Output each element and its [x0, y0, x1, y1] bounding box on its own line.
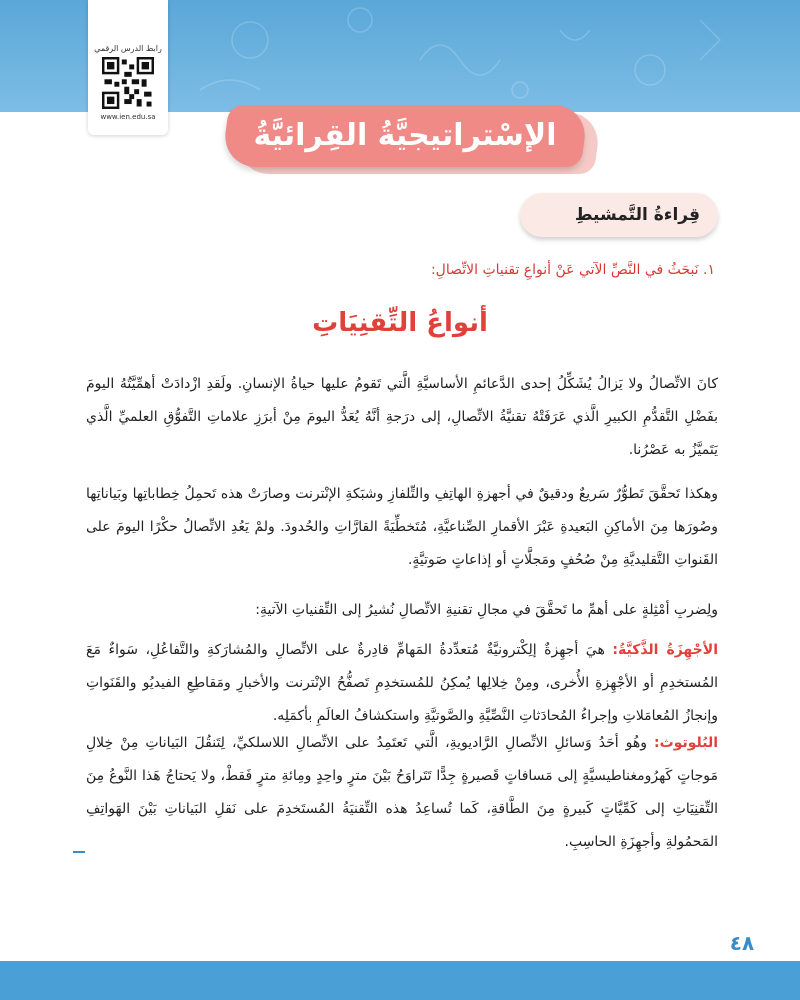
- qr-label: رابط الدرس الرقمي: [94, 44, 162, 53]
- qr-url: www.ien.edu.sa: [100, 113, 156, 121]
- qr-code-icon[interactable]: [102, 57, 154, 109]
- paragraph-3: ولِضربِ أمْثِلةٍ على أهمِّ ما تَحقَّقَ في مجالِ تقنيةِ الاتِّصالِ نُشيرُ إلى التِّقنياتِ الآتيةِ:: [255, 602, 718, 618]
- paragraph-bluetooth: [86, 727, 718, 859]
- instruction-text: ١. نَبحَثُ في النَّصِّ الآتي عَنْ أنواعِ تقنياتِ الاتِّصالِ:: [430, 262, 715, 278]
- term-bluetooth: البُلوتوث:: [654, 735, 718, 751]
- smart-devices-body: هيَ أجهِزةٌ إلِكْترونيَّةٌ مُتعدِّدةُ المَهامِّ قادِرةٌ على الاتِّصالِ والمُشارَكةِ والتَّفاعُلِ، سَواءٌ مَعَ المُستخدِمِ أو الأجْهِزةِ الأُخرى، ومِنْ خِلالِها يُمكِنُ للمُستخدِمِ تَصفُّحُ الإنْترنت والأخبارِ ومَقاطِعِ الفيديُو والقَنَواتِ وإنجازُ المُعامَلاتِ وإجراءُ المُحادَثاتِ النَّصِّيَّةِ والصَّوتيَّةِ واستكشافُ العالَمِ بأكمَلِه.: [86, 642, 718, 724]
- qr-card[interactable]: [88, 0, 168, 135]
- bottom-footer-band: [0, 961, 800, 1000]
- page-number: ٤٨: [729, 931, 755, 955]
- paragraph-smart-devices: [86, 634, 718, 733]
- section-title: أنواعُ التِّقنِيَاتِ: [312, 308, 488, 338]
- paragraph-1: كانَ الاتِّصالُ ولا يَزالُ يُشَكِّلُ إحدى الدَّعائمِ الأساسيَّةِ الَّتي تَقومُ عليها حياةُ الإنسانِ. ولَقدِ ازْدادَتْ أهمِّيَّتُهُ اليومَ بفَضْلِ التَّقدُّمِ الكبيرِ الَّذي عَرَفَتْهُ تقنيَّةُ الاتِّصالِ، إلى درَجةِ أنَّهُ يُعَدُّ اليومَ مِنْ أبرَزِ علاماتِ التَّفوُّقِ العلميِّ الَّذي يَتَميَّزُ به عَصْرُنا.: [86, 376, 718, 458]
- margin-mark: [73, 851, 85, 853]
- paragraph-2: وهكذا تَحقَّقَ تَطوُّرٌ سَريعٌ ودقيقٌ في أجهزةِ الهاتِفِ والتِّلفازِ وشبَكةِ الإنْترنت وصارَتْ هذه تَحمِلُ خِطاباتِها وبَياناتِها وصُورَها مِنَ الأماكِنِ البَعيدةِ عَبْرَ الأقمارِ الصِّناعيَّةِ، مُتَخطِّيَةً القارَّاتِ والحُدودَ. ولمْ يَعُدِ الاتِّصالُ حكْرًا اليومَ على القَنواتِ التَّقليديَّةِ مِنْ صُحُفٍ ومَجلَّاتٍ أو إذاعاتٍ صَوتيَّةٍ.: [86, 486, 718, 568]
- term-smart-devices: الأجْهِزَةُ الذَّكيَّةُ:: [612, 642, 718, 658]
- subhead-label: قِراءةُ التَّمشيطِ: [574, 205, 700, 225]
- page-title: الإسْتراتيجيَّةُ القِرائيَّةُ: [253, 118, 557, 153]
- bluetooth-body: وهُو أحَدُ وَسائلِ الاتِّصالِ الرَّاديويةِ، الَّتي تَعتَمِدُ على الاتِّصالِ اللاسلكيِّ، لِتَنقُلَ البَياناتِ مِنْ خِلالِ مَوجاتٍ كَهرُومغناطيسيَّةٍ إلى مَسافاتٍ قَصيرةٍ جِدًّا تَتَراوَحُ بَيْنَ مترٍ واحِدٍ ومِائةِ مترٍ فَقطْ، ولا يَحتاجُ هَذا النَّوعُ مِنَ التِّقنِيَاتِ إلى كَمِّيَّاتٍ كَبيرةٍ مِنَ الطَّاقةِ، كَما تُساعِدُ هذه التِّقنيَةُ المُستَخدِمَ على نَقلِ البَياناتِ بَيْنَ الهَواتِفِ المَحمُولةِ وأجهِزَةِ الحاسِبِ.: [86, 735, 718, 850]
